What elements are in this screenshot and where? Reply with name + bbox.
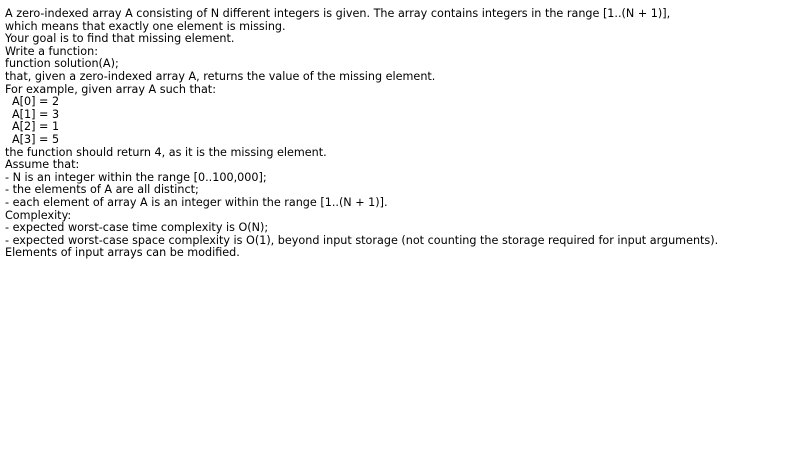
goal-line: Your goal is to find that missing element.: [5, 32, 235, 46]
assumption-2: - the elements of A are all distinct;: [5, 183, 199, 197]
example-element-3: A[3] = 5: [12, 132, 60, 146]
complexity-space: - expected worst-case space complexity is O(1), beyond input storage (not counting the storage required for input arguments).: [5, 233, 719, 247]
example-result: the function should return 4, as it is the missing element.: [5, 145, 327, 159]
example-intro: For example, given array A such that:: [5, 82, 216, 96]
assumptions-heading: Assume that:: [5, 158, 80, 172]
example-element-0: A[0] = 2: [12, 95, 60, 109]
function-signature: function solution(A);: [5, 57, 119, 71]
intro-line-1: A zero-indexed array A consisting of N different integers is given. The array contains integers in the range [1..(N + 1)],: [5, 7, 671, 20]
example-element-2: A[2] = 1: [12, 120, 60, 134]
assumption-1: - N is an integer within the range [0..100,000];: [5, 170, 267, 184]
intro-line-2: which means that exactly one element is missing.: [5, 19, 286, 33]
modification-note: Elements of input arrays can be modified.: [5, 246, 240, 260]
problem-statement: [5, 8, 795, 260]
write-function-line: Write a function:: [5, 44, 98, 58]
function-description: that, given a zero-indexed array A, returns the value of the missing element.: [5, 69, 436, 83]
complexity-time: - expected worst-case time complexity is O(N);: [5, 221, 269, 235]
example-element-1: A[1] = 3: [12, 107, 60, 121]
assumption-3: - each element of array A is an integer within the range [1..(N + 1)].: [5, 195, 388, 209]
complexity-heading: Complexity:: [5, 208, 72, 222]
